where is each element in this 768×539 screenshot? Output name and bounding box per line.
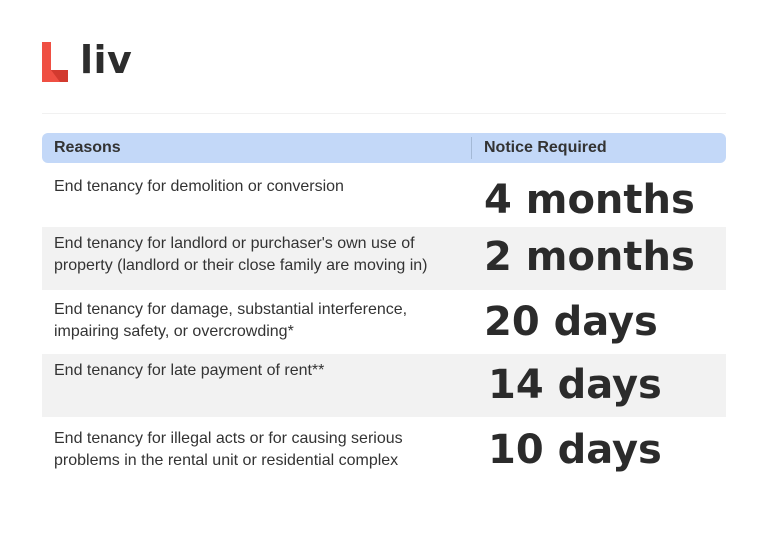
table-header bbox=[42, 133, 726, 163]
notice-cell: 10 days bbox=[488, 427, 662, 473]
notice-cell: 14 days bbox=[488, 361, 662, 408]
header-notice-required: Notice Required bbox=[484, 139, 607, 156]
brand-name: liv bbox=[80, 38, 133, 82]
reason-cell: End tenancy for landlord or purchaser's own use of property (landlord or their close family are moving in) bbox=[54, 234, 428, 274]
liv-logo-icon bbox=[42, 42, 68, 82]
table-row bbox=[42, 163, 726, 227]
table-row bbox=[42, 227, 726, 291]
header-reasons: Reasons bbox=[42, 137, 472, 159]
reason-cell: End tenancy for demolition or conversion bbox=[54, 178, 344, 195]
reason-cell: End tenancy for illegal acts or for causing serious problems in the rental unit or residential complex bbox=[54, 430, 403, 469]
header-divider bbox=[42, 113, 726, 114]
notice-table bbox=[42, 133, 726, 481]
reason-cell: End tenancy for damage, substantial interference, impairing safety, or overcrowding* bbox=[54, 301, 408, 340]
brand-logo bbox=[42, 40, 132, 82]
table-row bbox=[42, 417, 726, 481]
notice-cell: 2 months bbox=[484, 233, 695, 280]
table-row bbox=[42, 290, 726, 354]
notice-cell: 20 days bbox=[484, 299, 658, 345]
notice-cell: 4 months bbox=[484, 177, 695, 223]
reason-cell: End tenancy for late payment of rent** bbox=[54, 361, 325, 379]
table-row bbox=[42, 354, 726, 418]
